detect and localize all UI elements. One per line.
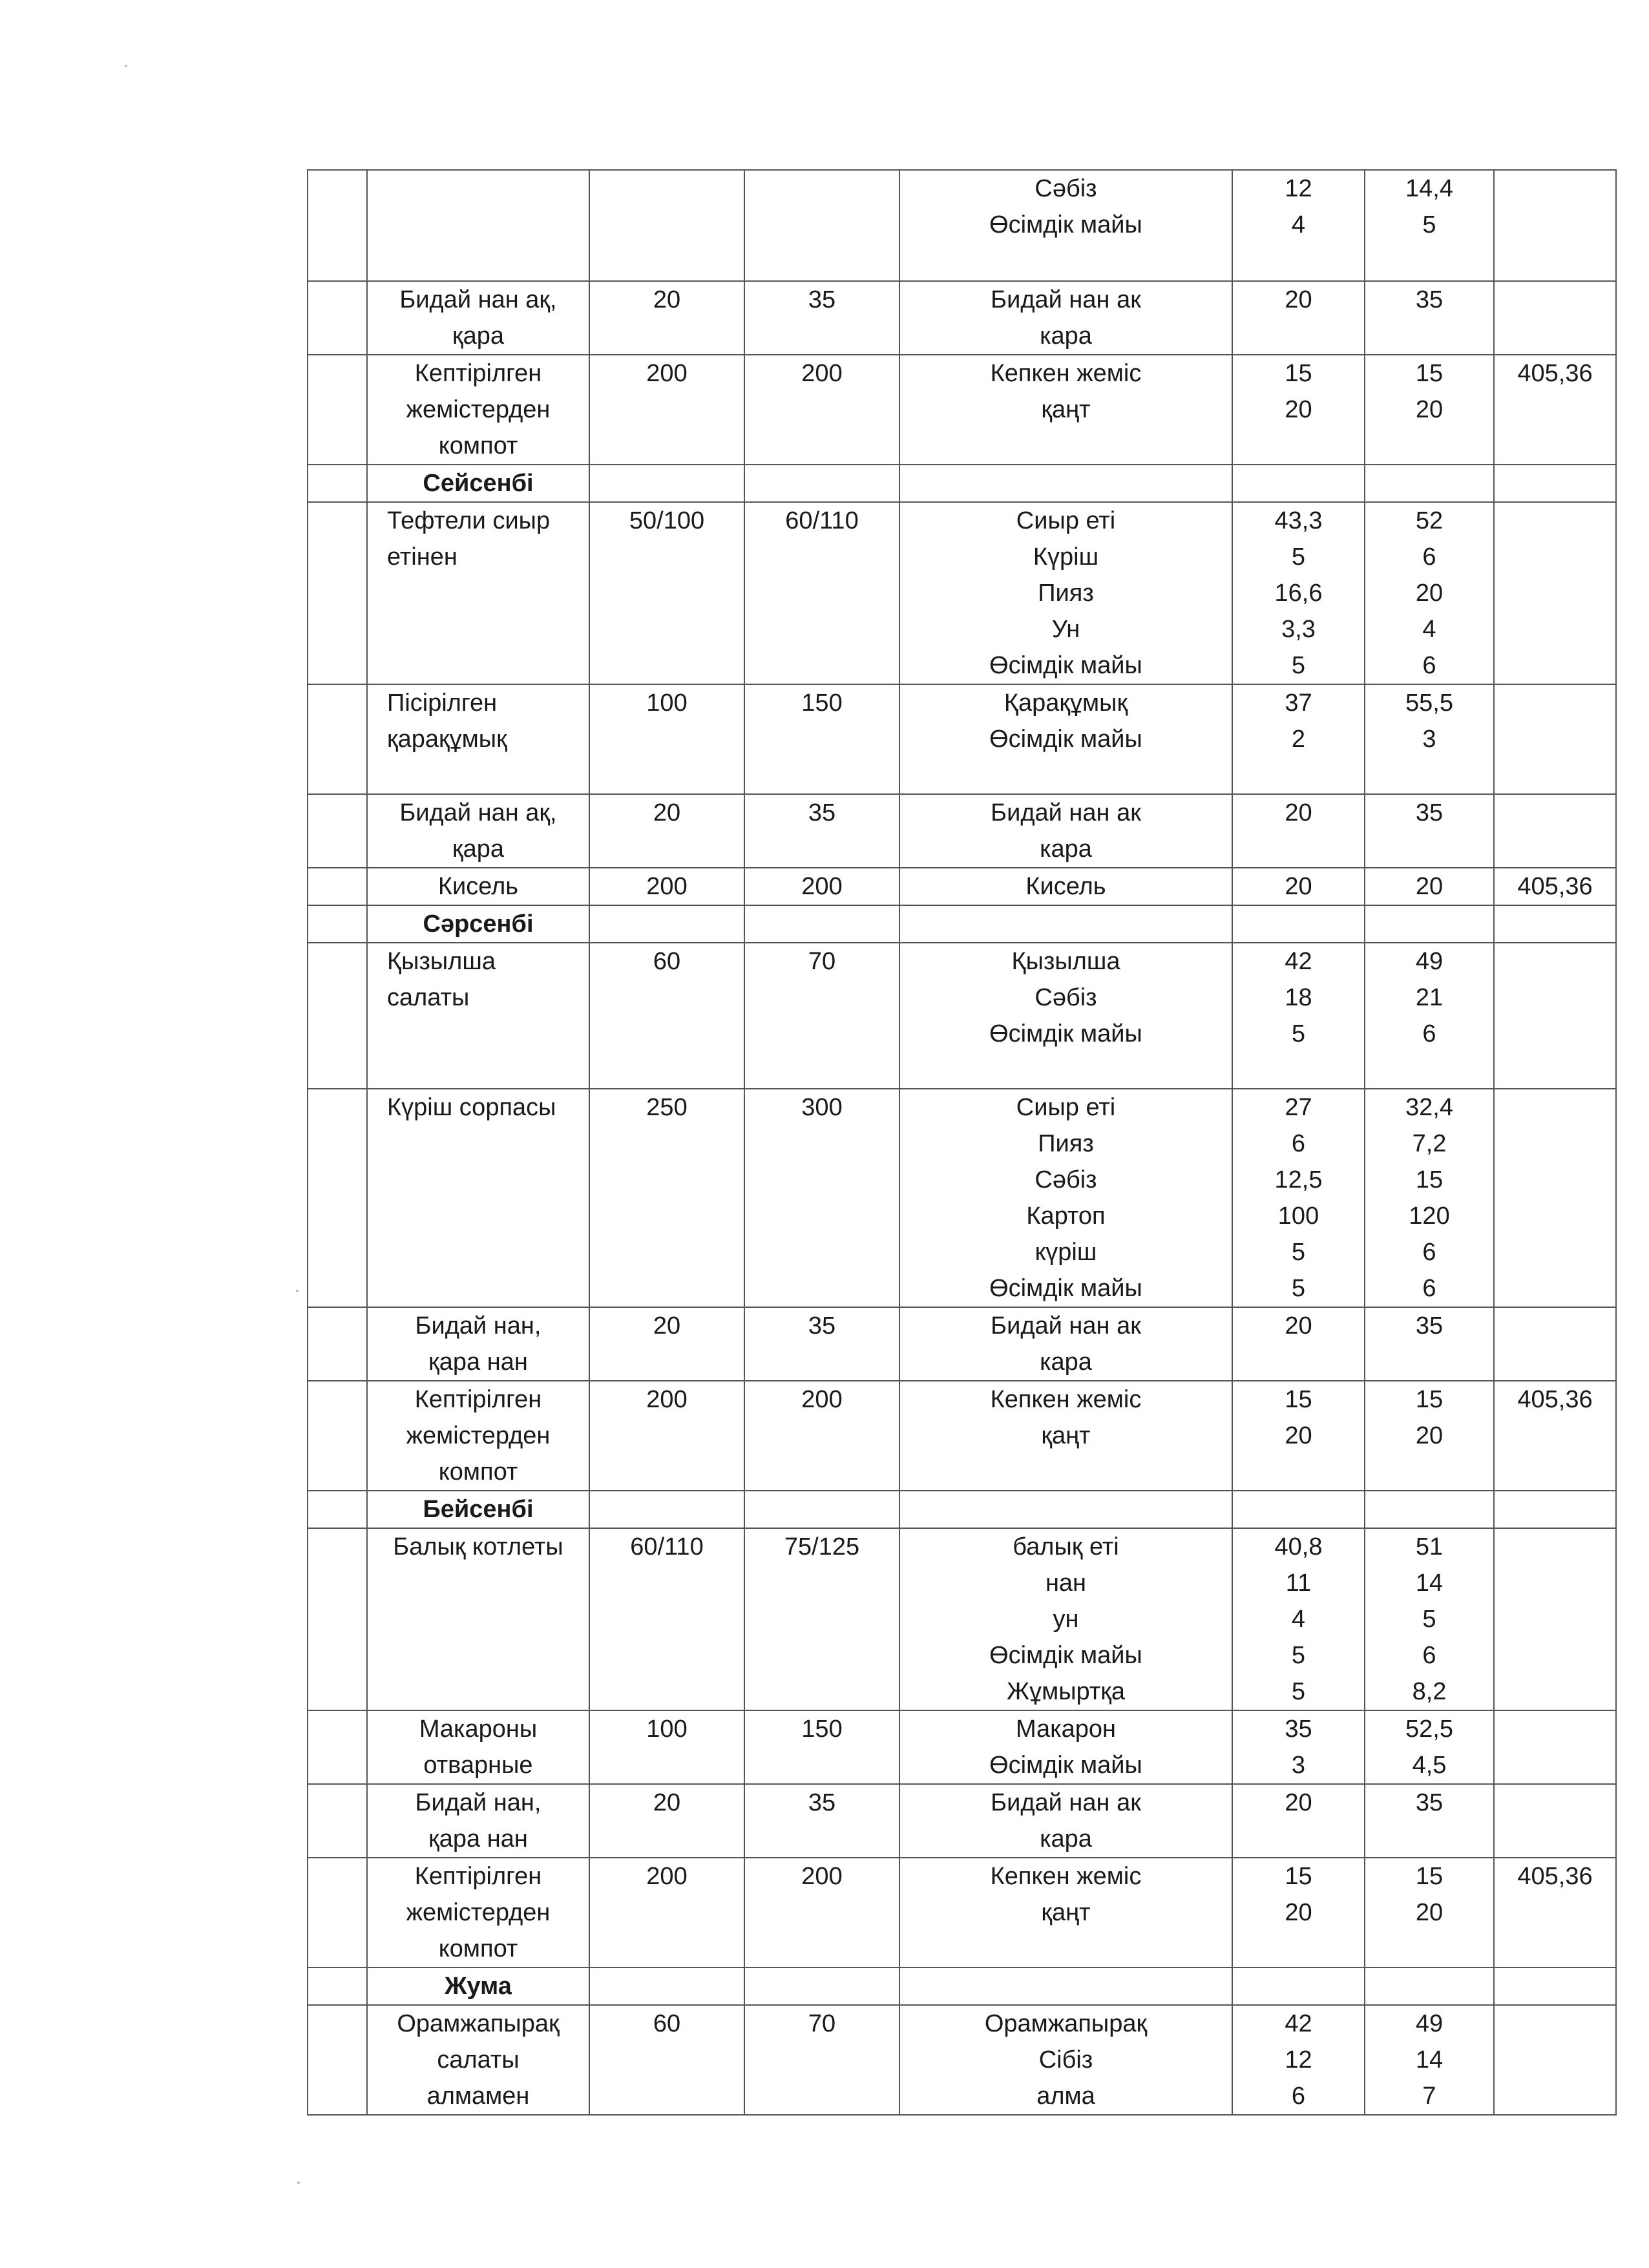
q2-cell [1365, 1491, 1494, 1528]
index-cell [308, 1784, 367, 1858]
ingredients-list: Бидай нан ак кара [899, 1784, 1232, 1858]
index-cell [308, 794, 367, 868]
portion-weight-2: 35 [744, 1307, 899, 1381]
meal-total [1494, 502, 1616, 684]
meal-total [1494, 2005, 1616, 2115]
day-label: Бейсенбі [367, 1491, 589, 1528]
index-cell [308, 905, 367, 943]
portion-weight-1: 20 [589, 1307, 744, 1381]
ingredient-qty-1: 15 20 [1232, 1381, 1365, 1491]
ingredients-list: Макарон Өсімдік майы [899, 1710, 1232, 1784]
ingredient-qty-1: 42 12 6 [1232, 2005, 1365, 2115]
index-cell [308, 1528, 367, 1710]
portion-weight-1: 200 [589, 868, 744, 905]
ingredient-qty-2: 15 20 [1365, 1858, 1494, 1968]
meal-total [1494, 1710, 1616, 1784]
index-cell [308, 502, 367, 684]
index-cell [308, 355, 367, 465]
ingredient-qty-2: 20 [1365, 868, 1494, 905]
portion-weight-2: 150 [744, 684, 899, 794]
ingredient-qty-1: 15 20 [1232, 355, 1365, 465]
portion-weight-1: 20 [589, 794, 744, 868]
ingredient-qty-2: 35 [1365, 794, 1494, 868]
index-cell [308, 684, 367, 794]
index-cell [308, 170, 367, 281]
ingredient-qty-2: 35 [1365, 1784, 1494, 1858]
ingredients-cell [899, 1491, 1232, 1528]
meal-total [1494, 1307, 1616, 1381]
index-cell [308, 1968, 367, 2005]
portion-weight-1: 100 [589, 1710, 744, 1784]
menu-row [308, 684, 1616, 794]
dish-name: Бидай нан ақ, қара [367, 794, 589, 868]
ingredients-list: Қызылша Сәбіз Өсімдік майы [899, 943, 1232, 1089]
ingredient-qty-2: 14,4 5 [1365, 170, 1494, 281]
ingredients-cell [899, 1968, 1232, 2005]
menu-row [308, 1528, 1616, 1710]
dish-name: Кептірілген жемістерден компот [367, 355, 589, 465]
index-cell [308, 1381, 367, 1491]
ingredients-list: Орамжапырақ Сібіз алма [899, 2005, 1232, 2115]
dish-name: Балық котлеты [367, 1528, 589, 1710]
menu-table [307, 169, 1617, 2116]
ingredients-list: Кепкен жеміс қаңт [899, 1858, 1232, 1968]
day-header-row [308, 1491, 1616, 1528]
menu-row [308, 868, 1616, 905]
portion-weight-1: 100 [589, 684, 744, 794]
index-cell [308, 2005, 367, 2115]
ingredients-list: балық еті нан ун Өсімдік майы Жұмыртқа [899, 1528, 1232, 1710]
meal-total: 405,36 [1494, 1381, 1616, 1491]
total-cell [1494, 1968, 1616, 2005]
index-cell [308, 868, 367, 905]
menu-row [308, 355, 1616, 465]
dish-name: Пісірілген қарақұмық [367, 684, 589, 794]
w1-cell [589, 1491, 744, 1528]
meal-total: 405,36 [1494, 868, 1616, 905]
ingredients-list: Бидай нан ак кара [899, 794, 1232, 868]
ingredient-qty-1: 20 [1232, 1784, 1365, 1858]
ingredients-list: Кисель [899, 868, 1232, 905]
ingredient-qty-1: 37 2 [1232, 684, 1365, 794]
meal-total [1494, 943, 1616, 1089]
ingredient-qty-1: 43,3 5 16,6 3,3 5 [1232, 502, 1365, 684]
w2-cell [744, 1968, 899, 2005]
day-header-row [308, 1968, 1616, 2005]
ingredients-list: Сиыр еті Күріш Пияз Ун Өсімдік майы [899, 502, 1232, 684]
portion-weight-2: 200 [744, 355, 899, 465]
scan-speck [297, 2181, 300, 2184]
scan-speck [125, 65, 127, 67]
portion-weight-1: 60 [589, 943, 744, 1089]
menu-row [308, 943, 1616, 1089]
menu-row [308, 2005, 1616, 2115]
meal-total [1494, 684, 1616, 794]
ingredients-cell [899, 465, 1232, 502]
w2-cell [744, 465, 899, 502]
dish-name: Бидай нан, қара нан [367, 1307, 589, 1381]
portion-weight-2: 200 [744, 1381, 899, 1491]
ingredient-qty-1: 27 6 12,5 100 5 5 [1232, 1089, 1365, 1307]
dish-name: Кептірілген жемістерден компот [367, 1858, 589, 1968]
dish-name: Тефтели сиыр етінен [367, 502, 589, 684]
index-cell [308, 1710, 367, 1784]
portion-weight-1: 200 [589, 1858, 744, 1968]
portion-weight-1: 20 [589, 1784, 744, 1858]
meal-total [1494, 794, 1616, 868]
ingredient-qty-2: 32,4 7,2 15 120 6 6 [1365, 1089, 1494, 1307]
meal-total [1494, 281, 1616, 355]
ingredient-qty-2: 49 21 6 [1365, 943, 1494, 1089]
dish-name: Бидай нан, қара нан [367, 1784, 589, 1858]
q2-cell [1365, 1968, 1494, 2005]
dish-name: Кисель [367, 868, 589, 905]
dish-name: Бидай нан ақ, қара [367, 281, 589, 355]
menu-row [308, 170, 1616, 281]
ingredient-qty-1: 12 4 [1232, 170, 1365, 281]
ingredient-qty-1: 40,8 11 4 5 5 [1232, 1528, 1365, 1710]
portion-weight-2: 150 [744, 1710, 899, 1784]
ingredient-qty-1: 20 [1232, 1307, 1365, 1381]
total-cell [1494, 905, 1616, 943]
meal-total [1494, 1089, 1616, 1307]
ingredients-list: Кепкен жеміс қаңт [899, 355, 1232, 465]
w2-cell [744, 905, 899, 943]
ingredients-list: Сәбіз Өсімдік майы [899, 170, 1232, 281]
q1-cell [1232, 1968, 1365, 2005]
dish-name: Макароны отварные [367, 1710, 589, 1784]
portion-weight-2: 35 [744, 281, 899, 355]
dish-name: Орамжапырақ салаты алмамен [367, 2005, 589, 2115]
meal-total: 405,36 [1494, 1858, 1616, 1968]
ingredient-qty-2: 51 14 5 6 8,2 [1365, 1528, 1494, 1710]
ingredient-qty-2: 15 20 [1365, 1381, 1494, 1491]
total-cell [1494, 465, 1616, 502]
portion-weight-1: 60/110 [589, 1528, 744, 1710]
portion-weight-2: 35 [744, 1784, 899, 1858]
meal-total: 405,36 [1494, 355, 1616, 465]
meal-total [1494, 170, 1616, 281]
ingredient-qty-2: 55,5 3 [1365, 684, 1494, 794]
ingredient-qty-2: 35 [1365, 1307, 1494, 1381]
ingredient-qty-2: 35 [1365, 281, 1494, 355]
w2-cell [744, 1491, 899, 1528]
portion-weight-1: 250 [589, 1089, 744, 1307]
ingredient-qty-1: 42 18 5 [1232, 943, 1365, 1089]
portion-weight-1: 200 [589, 1381, 744, 1491]
q1-cell [1232, 905, 1365, 943]
menu-row [308, 1307, 1616, 1381]
meal-total [1494, 1528, 1616, 1710]
ingredient-qty-1: 20 [1232, 794, 1365, 868]
ingredients-cell [899, 905, 1232, 943]
menu-row [308, 1710, 1616, 1784]
ingredients-list: Кепкен жеміс қаңт [899, 1381, 1232, 1491]
ingredient-qty-2: 15 20 [1365, 355, 1494, 465]
portion-weight-2: 70 [744, 943, 899, 1089]
w1-cell [589, 465, 744, 502]
w1-cell [589, 1968, 744, 2005]
ingredient-qty-1: 15 20 [1232, 1858, 1365, 1968]
portion-weight-2: 60/110 [744, 502, 899, 684]
index-cell [308, 281, 367, 355]
index-cell [308, 1307, 367, 1381]
portion-weight-2: 70 [744, 2005, 899, 2115]
total-cell [1494, 1491, 1616, 1528]
portion-weight-2: 200 [744, 1858, 899, 1968]
portion-weight-1 [589, 170, 744, 281]
q2-cell [1365, 905, 1494, 943]
dish-name: Қызылша салаты [367, 943, 589, 1089]
index-cell [308, 1089, 367, 1307]
index-cell [308, 1858, 367, 1968]
q1-cell [1232, 1491, 1365, 1528]
w1-cell [589, 905, 744, 943]
day-label: Сәрсенбі [367, 905, 589, 943]
portion-weight-2: 200 [744, 868, 899, 905]
portion-weight-2: 300 [744, 1089, 899, 1307]
day-header-row [308, 905, 1616, 943]
q2-cell [1365, 465, 1494, 502]
ingredient-qty-1: 20 [1232, 868, 1365, 905]
dish-name: Кептірілген жемістерден компот [367, 1381, 589, 1491]
meal-total [1494, 1784, 1616, 1858]
menu-row [308, 502, 1616, 684]
menu-row [308, 794, 1616, 868]
index-cell [308, 943, 367, 1089]
menu-row [308, 1089, 1616, 1307]
index-cell [308, 465, 367, 502]
portion-weight-2: 35 [744, 794, 899, 868]
dish-name: Күріш сорпасы [367, 1089, 589, 1307]
portion-weight-2 [744, 170, 899, 281]
day-label: Сейсенбі [367, 465, 589, 502]
ingredients-list: Бидай нан ак кара [899, 281, 1232, 355]
portion-weight-1: 200 [589, 355, 744, 465]
ingredients-list: Қарақұмық Өсімдік майы [899, 684, 1232, 794]
index-cell [308, 1491, 367, 1528]
ingredient-qty-2: 52,5 4,5 [1365, 1710, 1494, 1784]
ingredients-list: Сиыр еті Пияз Сәбіз Картоп күріш Өсімдік майы [899, 1089, 1232, 1307]
day-header-row [308, 465, 1616, 502]
menu-row [308, 1858, 1616, 1968]
ingredients-list: Бидай нан ак кара [899, 1307, 1232, 1381]
dish-name [367, 170, 589, 281]
portion-weight-1: 20 [589, 281, 744, 355]
menu-row [308, 1784, 1616, 1858]
ingredient-qty-2: 49 14 7 [1365, 2005, 1494, 2115]
ingredient-qty-1: 20 [1232, 281, 1365, 355]
day-label: Жума [367, 1968, 589, 2005]
menu-row [308, 281, 1616, 355]
menu-row [308, 1381, 1616, 1491]
portion-weight-1: 50/100 [589, 502, 744, 684]
q1-cell [1232, 465, 1365, 502]
ingredient-qty-2: 52 6 20 4 6 [1365, 502, 1494, 684]
portion-weight-2: 75/125 [744, 1528, 899, 1710]
portion-weight-1: 60 [589, 2005, 744, 2115]
ingredient-qty-1: 35 3 [1232, 1710, 1365, 1784]
scan-speck [296, 1290, 299, 1292]
